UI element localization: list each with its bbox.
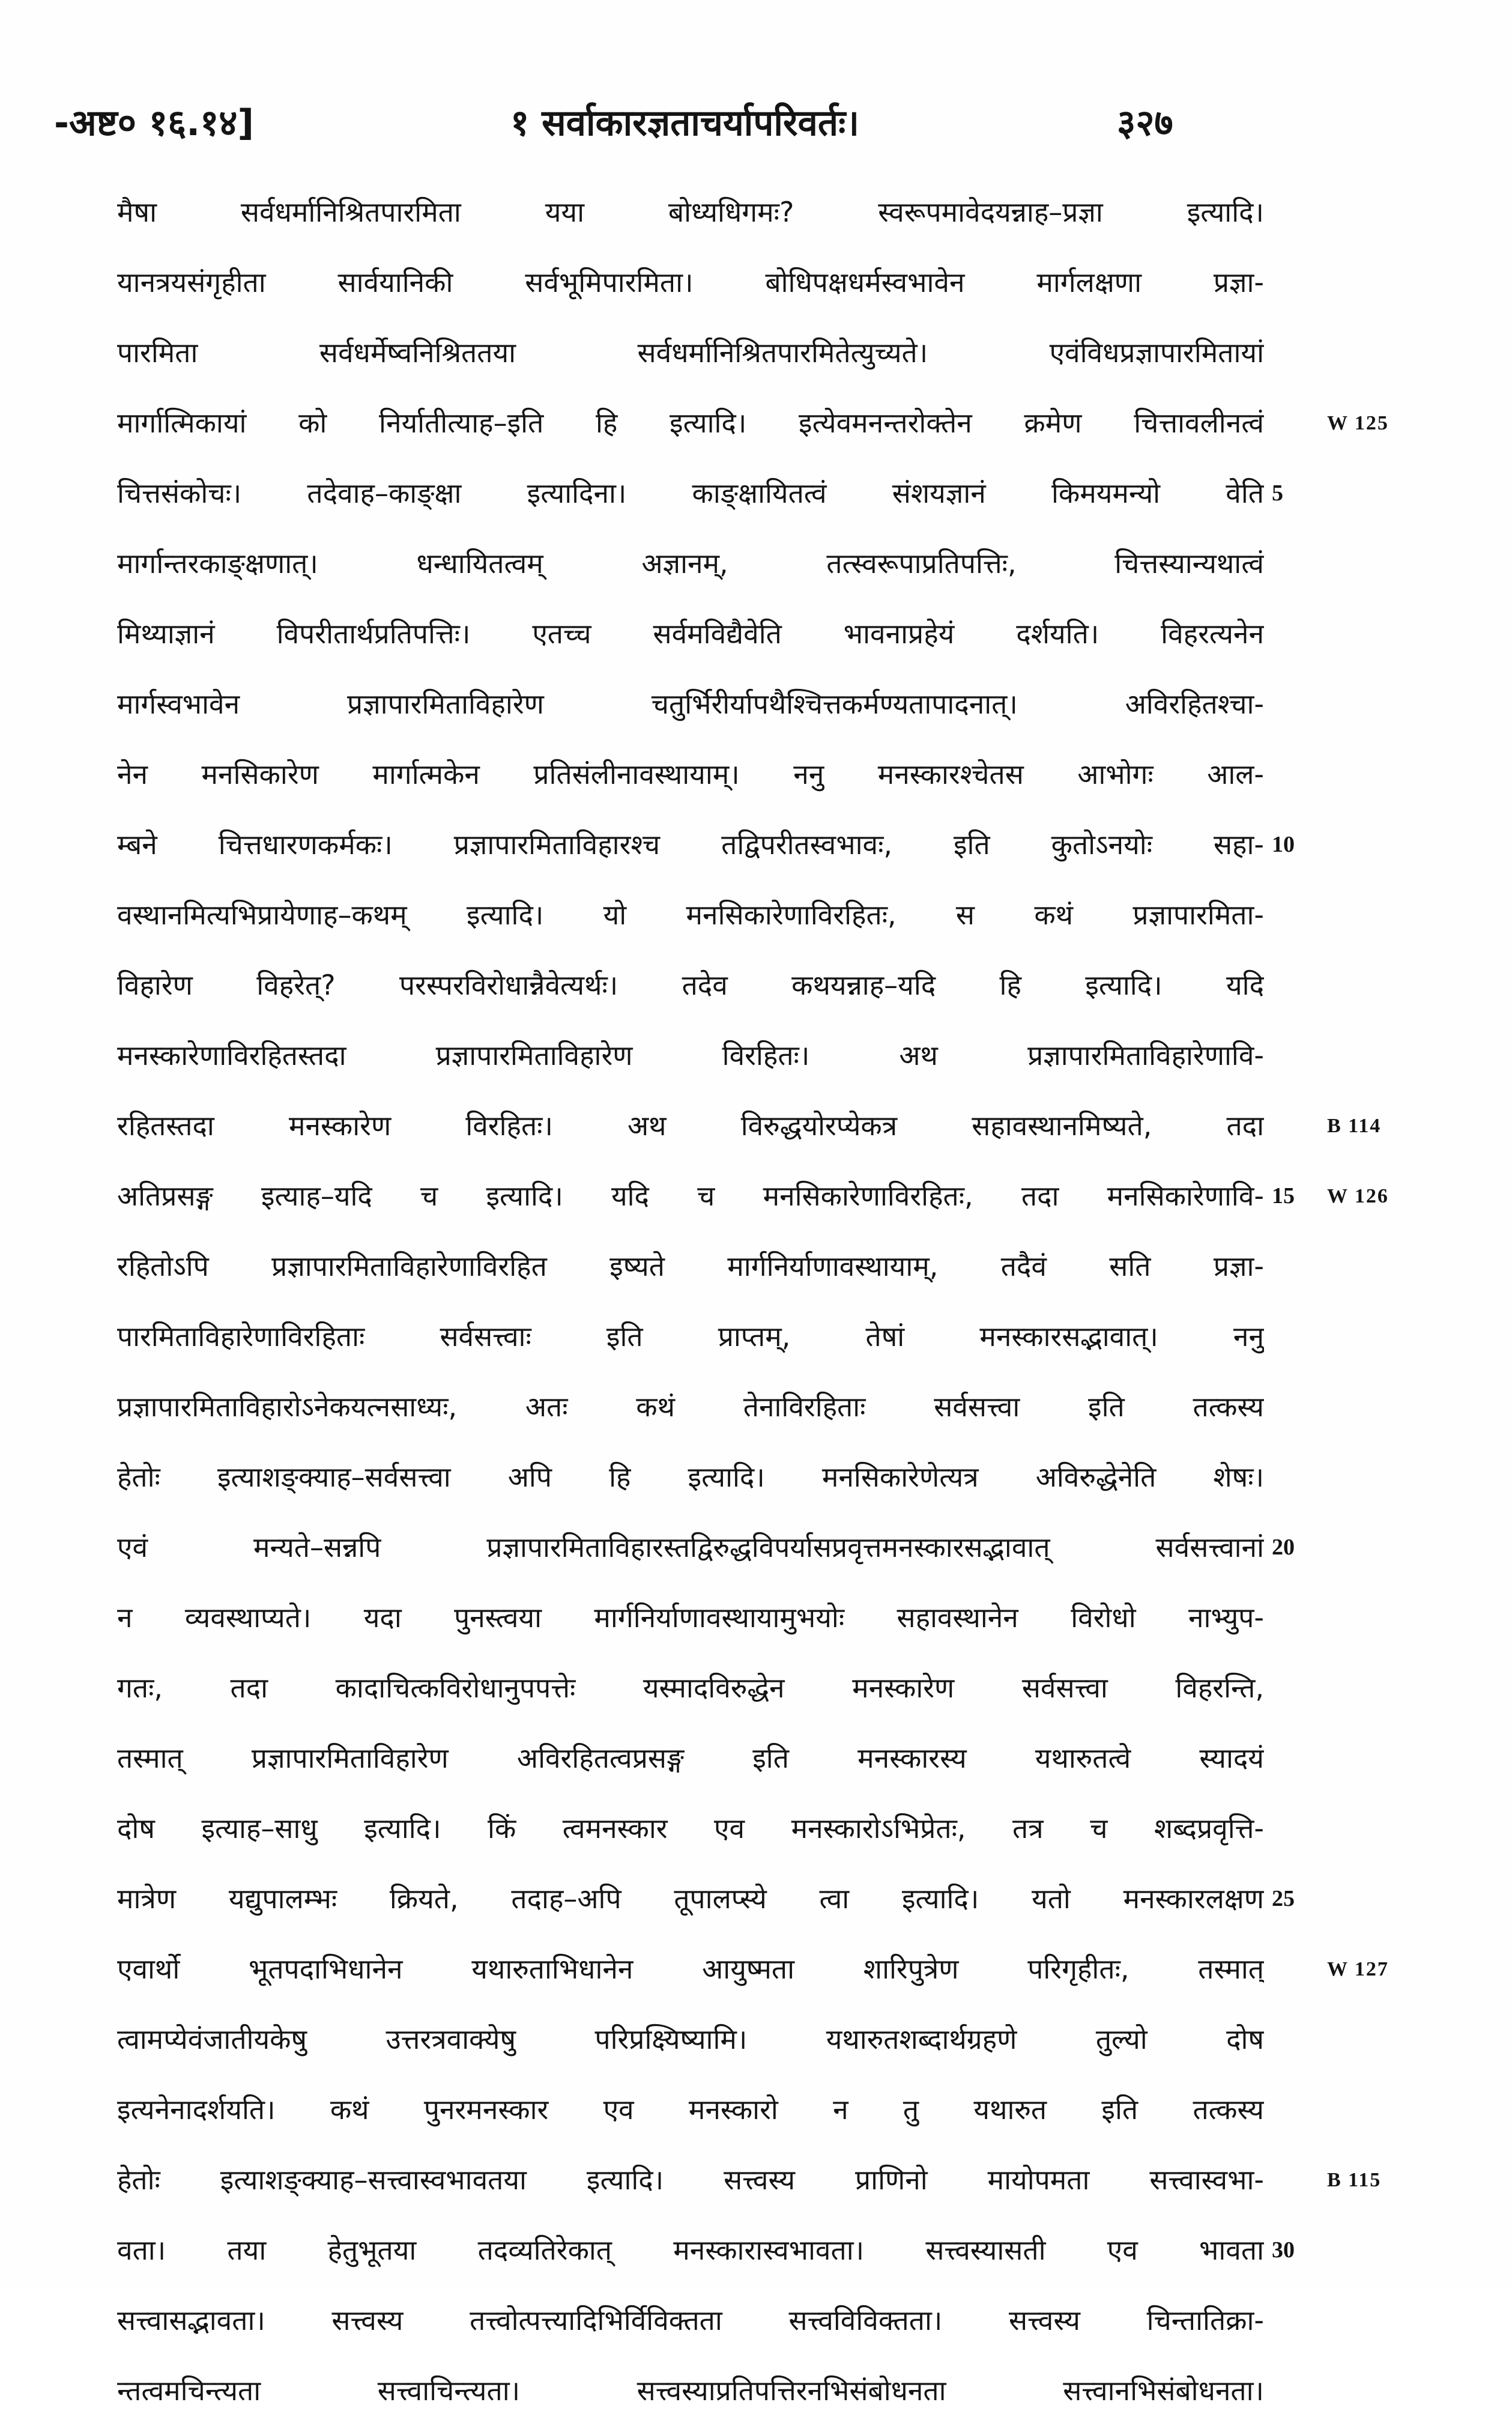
text-line: हेतोः इत्याशङ्क्याह–सर्वसत्त्वा अपि हि इत्यादि। मनसिकारेणेत्यत्र अविरुद्धेनेति शेषः।: [117, 1461, 1264, 1493]
text-line: पारमिता सर्वधर्मेष्वनिश्रिततया सर्वधर्मानिश्रितपारमितेत्युच्यते। एवंविधप्रज्ञापारमितायां: [117, 336, 1264, 369]
text-line: एवार्थो भूतपदाभिधानेन यथारुताभिधानेन आयुष्मता शारिपुत्रेण परिगृहीतः, तस्मात्: [117, 1953, 1264, 1985]
text-line: हेतोः इत्याशङ्क्याह–सत्त्वास्वभावतया इत्यादि। सत्त्वस्य प्राणिनो मायोपमता सत्त्वास्वभा-: [117, 2164, 1264, 2196]
text-line: न व्यवस्थाप्यते। यदा पुनस्त्वया मार्गनिर्याणावस्थायामुभयोः सहावस्थानेन विरोधो नाभ्युप-: [117, 1601, 1264, 1634]
line-number: 5: [1272, 481, 1283, 506]
text-line: मार्गस्वभावेन प्रज्ञापारमिताविहारेण चतुर्भिरीर्यापथैश्चित्तकर्मण्यतापादनात्। अविरहितश्चा-: [117, 688, 1264, 720]
text-line: पारमिताविहारेणाविरहिताः सर्वसत्त्वाः इति प्राप्तम्, तेषां मनस्कारसद्भावात्। ननु: [117, 1320, 1264, 1353]
text-line: तस्मात् प्रज्ञापारमिताविहारेण अविरहितत्वप्रसङ्ग इति मनस्कारस्य यथारुतत्वे स्यादयं: [117, 1742, 1264, 1774]
margin-reference: B 115: [1327, 2169, 1382, 2191]
text-line: अतिप्रसङ्ग इत्याह–यदि च इत्यादि। यदि च मनसिकारेणाविरहितः, तदा मनसिकारेणावि-: [117, 1180, 1264, 1212]
text-line: रहितोऽपि प्रज्ञापारमिताविहारेणाविरहित इष्यते मार्गनिर्याणावस्थायाम्, तदैवं सति प्रज्ञा-: [117, 1250, 1264, 1282]
line-number: 30: [1272, 2237, 1295, 2263]
text-line: गतः, तदा कादाचित्कविरोधानुपपत्तेः यस्मादविरुद्धेन मनस्कारेण सर्वसत्त्वा विहरन्ति,: [117, 1672, 1264, 1704]
text-line: मार्गात्मिकायां को निर्यातीत्याह–इति हि इत्यादि। इत्येवमनन्तरोक्तेन क्रमेण चित्तावलीनत्वं: [117, 407, 1264, 439]
text-line: मात्रेण यद्युपालम्भः क्रियते, तदाह–अपि तूपालप्स्ये त्वा इत्यादि। यतो मनस्कारलक्षण: [117, 1882, 1264, 1915]
text-line: दोष इत्याह–साधु इत्यादि। किं त्वमनस्कार एव मनस्कारोऽभिप्रेतः, तत्र च शब्दप्रवृत्ति-: [117, 1812, 1264, 1845]
running-title: १ सर्वाकारज्ञताचर्यापरिवर्तः।: [510, 102, 859, 144]
text-line: त्वामप्येवंजातीयकेषु उत्तरत्रवाक्येषु परिप्रक्ष्यिष्यामि। यथारुतशब्दार्थग्रहणे तुल्यो दोष: [117, 2023, 1264, 2055]
line-number: 15: [1272, 1183, 1295, 1208]
section-reference: -अष्ट० १६.१४]: [54, 102, 254, 144]
page-number: ३२७: [1117, 102, 1173, 144]
text-line: रहितस्तदा मनस्कारेण विरहितः। अथ विरुद्धयोरप्येकत्र सहावस्थानमिष्यते, तदा: [117, 1109, 1264, 1142]
text-line: मार्गान्तरकाङ्क्षणात्। धन्धायितत्वम् अज्ञानम्, तत्स्वरूपाप्रतिपत्तिः, चित्तस्यान्यथात्वं: [117, 547, 1264, 580]
text-line: यानत्रयसंगृहीता सार्वयानिकी सर्वभूमिपारमिता। बोधिपक्षधर्मस्वभावेन मार्गलक्षणा प्रज्ञा-: [117, 266, 1264, 299]
main-text: [117, 177, 1264, 2426]
line-number: 25: [1272, 1886, 1295, 1911]
text-line: वता। तया हेतुभूतया तदव्यतिरेकात् मनस्कारास्वभावता। सत्त्वस्यासती एव भावता: [117, 2234, 1264, 2266]
text-line: प्रज्ञापारमिताविहारोऽनेकयत्नसाध्यः, अतः कथं तेनाविरहिताः सर्वसत्त्वा इति तत्कस्य: [117, 1390, 1264, 1423]
text-line: म्बने चित्तधारणकर्मकः। प्रज्ञापारमिताविहारश्च तद्विपरीतस्वभावः, इति कुतोऽनयोः सहा-: [117, 828, 1264, 861]
margin-reference: W 125: [1327, 412, 1389, 434]
text-line: न्तत्वमचिन्त्यता सत्त्वाचिन्त्यता। सत्त्वस्याप्रतिपत्तिरनभिसंबोधनता सत्त्वानभिसंबोधनता।: [117, 2374, 1264, 2407]
text-line: एवं मन्यते–सन्नपि प्रज्ञापारमिताविहारस्तद्विरुद्धविपर्यासप्रवृत्तमनस्कारसद्भावात् सर्वसत्त्वानां: [117, 1531, 1264, 1563]
text-line: मनस्कारेणाविरहितस्तदा प्रज्ञापारमिताविहारेण विरहितः। अथ प्रज्ञापारमिताविहारेणावि-: [117, 1039, 1264, 1072]
line-number: 20: [1272, 1535, 1295, 1560]
margin-reference: B 114: [1327, 1115, 1382, 1137]
text-line: विहारेण विहरेत्? परस्परविरोधान्नैवेत्यर्थः। तदेव कथयन्नाह–यदि हि इत्यादि। यदि: [117, 969, 1264, 1001]
text-line: मैषा सर्वधर्मानिश्रितपारमिता यया बोध्यधिगमः? स्वरूपमावेदयन्नाह–प्रज्ञा इत्यादि।: [117, 196, 1264, 228]
line-number: 10: [1272, 832, 1295, 857]
margin-reference: W 126: [1327, 1185, 1389, 1207]
page-header: [54, 90, 1273, 156]
text-line: चित्तसंकोचः। तदेवाह–काङ्क्षा इत्यादिना। काङ्क्षायितत्वं संशयज्ञानं किमयमन्यो वेति: [117, 477, 1264, 509]
text-line: नेन मनसिकारेण मार्गात्मकेन प्रतिसंलीनावस्थायाम्। ननु मनस्कारश्चेतस आभोगः आल-: [117, 758, 1264, 790]
text-line: इत्यनेनादर्शयति। कथं पुनरमनस्कार एव मनस्कारो न तु यथारुत इति तत्कस्य: [117, 2093, 1264, 2126]
margin-reference: W 127: [1327, 1958, 1389, 1980]
text-line: वस्थानमित्यभिप्रायेणाह–कथम् इत्यादि। यो मनसिकारेणाविरहितः, स कथं प्रज्ञापारमिता-: [117, 899, 1264, 931]
text-line: मिथ्याज्ञानं विपरीतार्थप्रतिपत्तिः। एतच्च सर्वमविद्यैवेति भावनाप्रहेयं दर्शयति। विहरत्यनेन: [117, 617, 1264, 650]
text-line: सत्त्वासद्भावता। सत्त्वस्य तत्त्वोत्पत्त्यादिभिर्विविक्तता सत्त्वविविक्तता। सत्त्वस्य चिन्तातिक्रा-: [117, 2304, 1264, 2337]
